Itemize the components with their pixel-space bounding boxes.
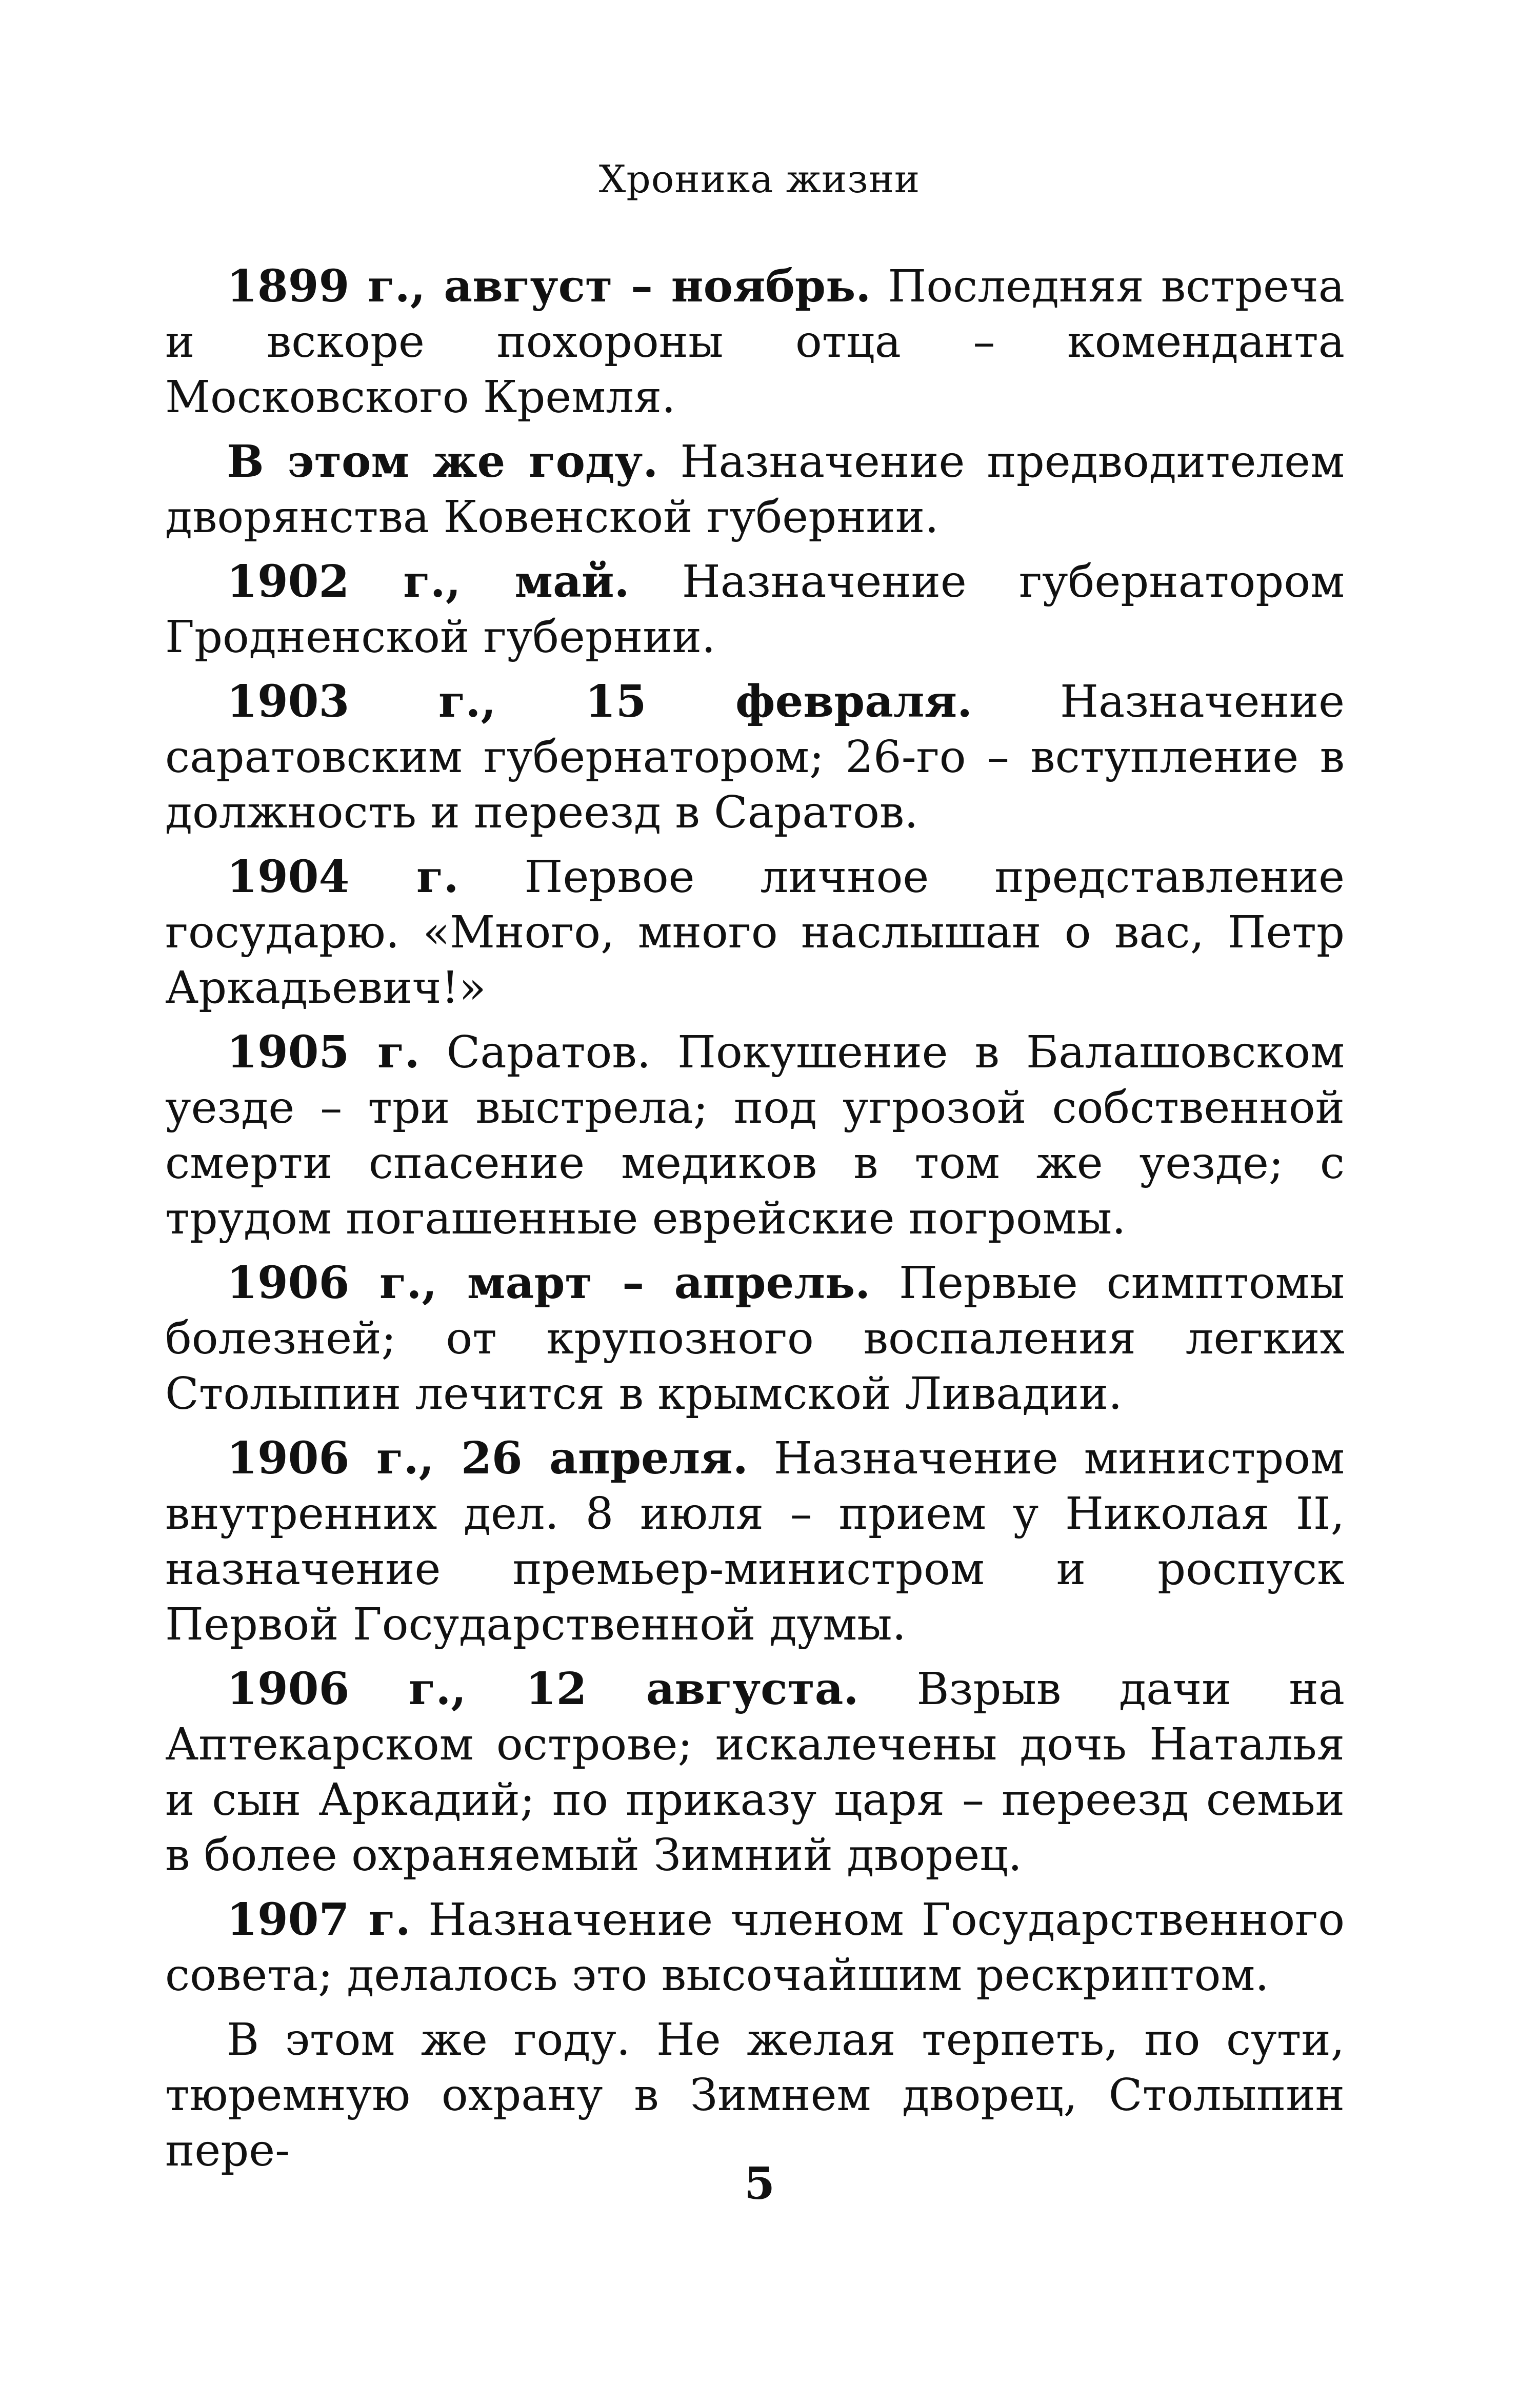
entry-text: Первые симптомы болезней; от крупозного воспаления легких Столыпин лечится в крымской Ливадии.: [165, 1258, 1345, 1420]
entry-text: Саратов. Покушение в Балашовском уезде – три выстрела; под угрозой собственной смерти спасение медиков в том же уезде; с трудом погашенные еврейские погромы.: [165, 1027, 1345, 1244]
entry-text: Назначение саратовским губернатором; 26-го – вступление в должность и переезд в Саратов.: [165, 676, 1345, 838]
chronicle-entry: [165, 259, 1345, 425]
chronicle-entry-continued: [165, 2012, 1345, 2178]
entry-text: Назначение членом Государственного совета; делалось это высочайшим рескриптом.: [165, 1894, 1345, 2001]
entry-date: 1907 г.: [227, 1894, 411, 1946]
chronicle-text: [165, 259, 1345, 2188]
entry-text: Назначение министром внутренних дел. 8 июля – прием у Николая II, назначение премьер-министром и роспуск Первой Государственной думы.: [165, 1433, 1345, 1650]
chronicle-entry: [165, 1892, 1345, 2003]
chronicle-entry: [165, 1025, 1345, 1246]
entry-text: Первое личное представление государю. «Много, много наслышан о вас, Петр Аркадьевич!»: [165, 852, 1345, 1014]
entry-text: Последняя встреча и вскоре похороны отца – коменданта Московского Кремля.: [165, 261, 1345, 423]
chronicle-entry: [165, 1256, 1345, 1422]
running-head: Хроника жизни: [598, 157, 921, 201]
entry-date: В этом же году.: [227, 436, 658, 488]
entry-date: 1903 г., 15 февраля.: [227, 676, 973, 727]
entry-text: Взрыв дачи на Аптекарском острове; искалечены дочь Наталья и сын Аркадий; по приказу царя – переезд семьи в более охраняемый Зимний дворец.: [165, 1664, 1345, 1881]
entry-text: В этом же году. Не желая терпеть, по сути, тюремную охрану в Зимнем дворец, Столыпин пере-: [165, 2014, 1345, 2176]
chronicle-entry: [165, 1662, 1345, 1883]
entry-date: 1906 г., март – апрель.: [227, 1257, 871, 1309]
entry-date: 1906 г., 26 апреля.: [227, 1432, 748, 1484]
chronicle-entry: [165, 674, 1345, 840]
chronicle-entry: [165, 849, 1345, 1016]
entry-text: Назначение предводителем дворянства Ковенской губернии.: [165, 436, 1345, 543]
entry-date: 1904 г.: [227, 851, 459, 903]
entry-text: Назначение губернатором Гродненской губернии.: [165, 556, 1345, 663]
entry-date: 1905 г.: [227, 1026, 420, 1078]
entry-date: 1899 г., август – ноябрь.: [227, 260, 871, 312]
entry-date: 1902 г., май.: [227, 556, 630, 608]
chronicle-entry: [165, 1431, 1345, 1652]
chronicle-entry: [165, 434, 1345, 545]
page-number: 5: [744, 2158, 775, 2210]
chronicle-entry: [165, 554, 1345, 665]
entry-date: 1906 г., 12 августа.: [227, 1663, 859, 1715]
